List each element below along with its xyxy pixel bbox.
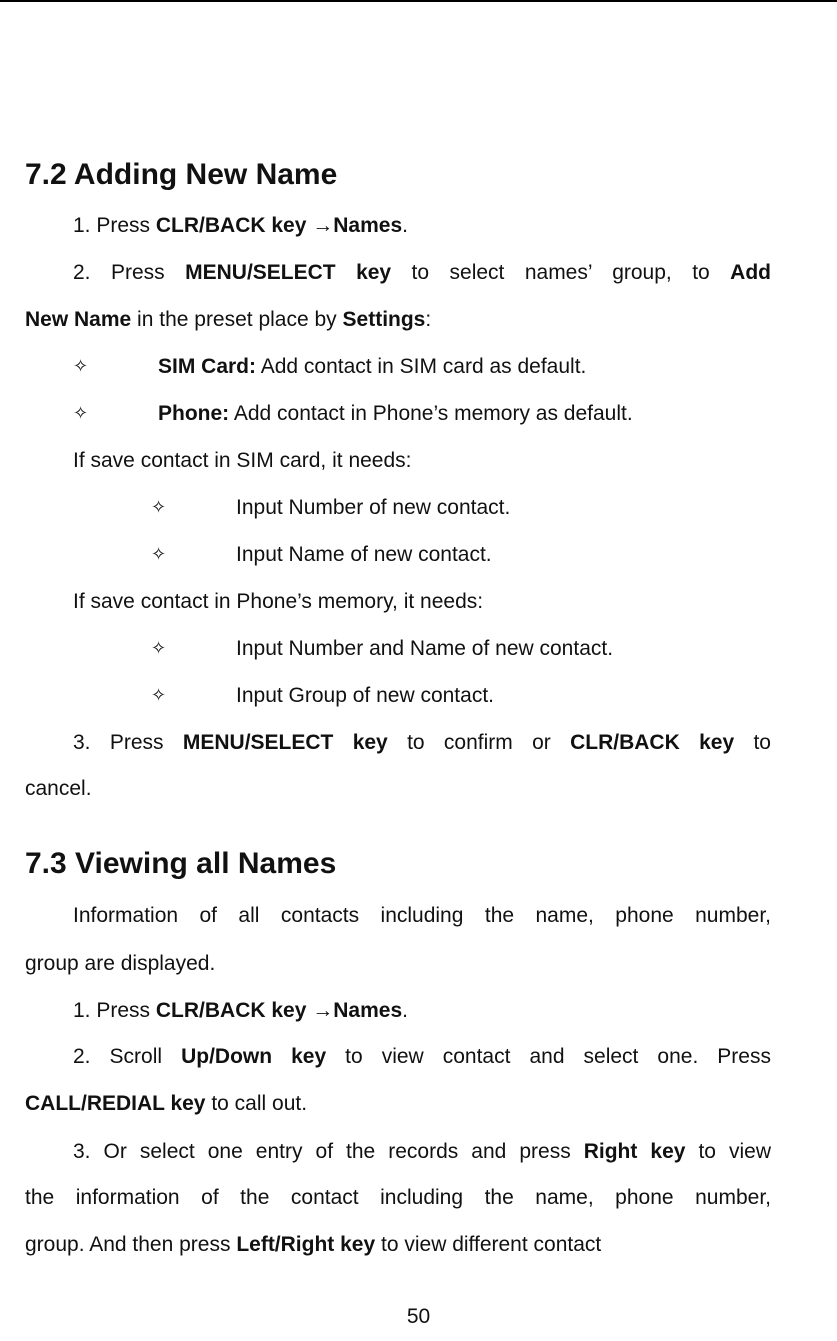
s73-intro-line2: group are displayed. bbox=[25, 952, 216, 975]
s72-step1-key: CLR/BACK key bbox=[155, 214, 307, 237]
s72-step3-prefix: 3. Press bbox=[73, 731, 183, 754]
s72-step3-line2: cancel. bbox=[25, 777, 92, 800]
s73-step2-key2: CALL/REDIAL key bbox=[25, 1092, 206, 1115]
s73-step3-line3-end: to view different contact bbox=[375, 1233, 602, 1256]
s72-sim-intro: If save contact in SIM card, it needs: bbox=[73, 449, 412, 472]
sparkle-bullet-icon: ✧ bbox=[73, 403, 89, 424]
option-label: Phone: bbox=[158, 402, 230, 425]
section-7-2-title: 7.2 Adding New Name bbox=[25, 158, 338, 191]
s73-step1-end: . bbox=[402, 999, 408, 1022]
s73-step3-line3-prefix: group. And then press bbox=[25, 1233, 237, 1256]
list-item-text: Input Number of new contact. bbox=[236, 496, 511, 519]
s73-step3-end: to view bbox=[685, 1140, 771, 1163]
s72-step1 bbox=[73, 212, 408, 240]
s73-intro-line1: Information of all contacts including the name, phone number, bbox=[73, 904, 771, 927]
s73-step3-line2: the information of the contact including the name, phone number, bbox=[25, 1186, 771, 1209]
s73-step3-line1 bbox=[73, 1138, 771, 1166]
s73-step3-key: Right key bbox=[583, 1140, 686, 1163]
page-number: 50 bbox=[406, 1305, 431, 1328]
s73-step3-prefix: 3. Or select one entry of the records and press bbox=[73, 1140, 584, 1163]
top-rule bbox=[0, 0, 837, 2]
s73-step1-target: Names bbox=[333, 999, 403, 1022]
s73-step1-key: CLR/BACK key bbox=[155, 999, 307, 1022]
s73-step2-end: to call out. bbox=[205, 1092, 308, 1115]
option-label: SIM Card: bbox=[158, 355, 257, 378]
s72-step2-end: : bbox=[425, 308, 432, 331]
sparkle-bullet-icon: ✧ bbox=[151, 685, 167, 706]
sparkle-bullet-icon: ✧ bbox=[151, 638, 167, 659]
sparkle-bullet-icon: ✧ bbox=[73, 356, 89, 377]
s72-phone-intro: If save contact in Phone’s memory, it needs: bbox=[73, 590, 484, 613]
s72-step2-line2 bbox=[25, 306, 431, 334]
s73-step3-key2: Left/Right key bbox=[236, 1233, 376, 1256]
s72-step2-new-name: New Name bbox=[25, 308, 132, 331]
s72-step3-mid: to confirm or bbox=[387, 731, 571, 754]
s73-step2-line1 bbox=[73, 1043, 771, 1071]
s73-step2-line2 bbox=[25, 1090, 307, 1118]
s72-step2-mid: to select names’ group, to bbox=[391, 261, 731, 284]
s73-step1 bbox=[73, 997, 408, 1025]
list-item-text: Input Name of new contact. bbox=[236, 543, 492, 566]
s72-step1-prefix: 1. Press bbox=[73, 214, 156, 237]
s72-step2-mid2: in the preset place by bbox=[131, 308, 343, 331]
list-item-text: Input Group of new contact. bbox=[236, 684, 494, 707]
s72-step1-arrow: → bbox=[306, 214, 334, 237]
option-text: Add contact in Phone’s memory as default. bbox=[229, 402, 633, 425]
s73-step2-key: Up/Down key bbox=[181, 1045, 327, 1068]
s72-step2-key: MENU/SELECT key bbox=[185, 261, 392, 284]
s72-step1-target: Names bbox=[333, 214, 403, 237]
option-text: Add contact in SIM card as default. bbox=[256, 355, 587, 378]
s73-step1-arrow: → bbox=[306, 999, 334, 1022]
s72-step1-end: . bbox=[402, 214, 408, 237]
s73-step2-mid: to view contact and select one. Press bbox=[326, 1045, 771, 1068]
s72-step2-add: Add bbox=[730, 261, 771, 284]
s72-step3-key2: CLR/BACK key bbox=[570, 731, 735, 754]
s73-step2-prefix: 2. Scroll bbox=[73, 1045, 182, 1068]
sparkle-bullet-icon: ✧ bbox=[151, 497, 167, 518]
sparkle-bullet-icon: ✧ bbox=[151, 544, 167, 565]
s72-step3-key1: MENU/SELECT key bbox=[182, 731, 388, 754]
s73-step3-line3 bbox=[25, 1231, 601, 1259]
section-7-3-title: 7.3 Viewing all Names bbox=[25, 847, 337, 880]
s72-step2-settings: Settings bbox=[342, 308, 426, 331]
s72-step2-prefix: 2. Press bbox=[73, 261, 186, 284]
s72-step3-end: to bbox=[734, 731, 771, 754]
s72-step2-line1 bbox=[73, 259, 771, 287]
s73-step1-prefix: 1. Press bbox=[73, 999, 156, 1022]
s72-step3-line1 bbox=[73, 729, 771, 757]
list-item-text: Input Number and Name of new contact. bbox=[236, 637, 614, 660]
